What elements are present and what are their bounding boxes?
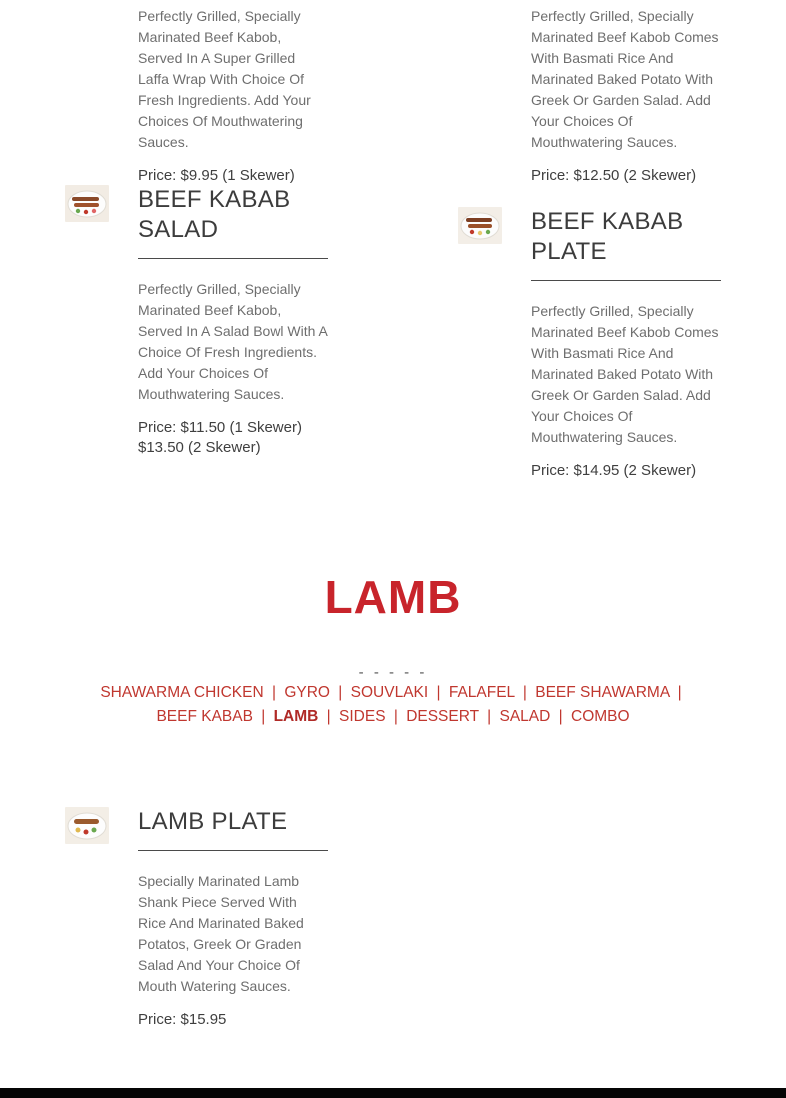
item-description: Perfectly Grilled, Specially Marinated Beef Kabob Comes With Basmati Rice And Marinated Baked Potato With Greek Or Garden Salad. Add Your Choices Of Mouthwatering Sauces. bbox=[531, 303, 719, 445]
category-nav bbox=[0, 681, 786, 729]
nav-link-sides[interactable]: SIDES bbox=[339, 708, 386, 725]
menu-item-beef-kabab-laffa-partial bbox=[138, 6, 328, 186]
category-divider: - - - - - bbox=[358, 664, 428, 681]
item-title: BEEF KABAB SALAD bbox=[138, 185, 328, 259]
item-description: Perfectly Grilled, Specially Marinated Beef Kabob, Served In A Super Grilled Laffa Wrap With Choice Of Fresh Ingredients. Add Your Choices Of Mouthwatering Sauces. bbox=[138, 8, 311, 150]
nav-link-combo[interactable]: COMBO bbox=[571, 708, 630, 725]
nav-separator: | bbox=[522, 684, 527, 701]
nav-link-souvlaki[interactable]: SOUVLAKI bbox=[350, 684, 429, 701]
nav-separator: | bbox=[677, 684, 682, 701]
nav-link-falafel[interactable]: FALAFEL bbox=[448, 684, 515, 701]
nav-separator: | bbox=[487, 708, 492, 725]
item-price: Price: $15.95 bbox=[138, 1011, 227, 1028]
nav-link-lamb-active[interactable]: LAMB bbox=[273, 708, 319, 725]
item-price: Price: $9.95 (1 Skewer) bbox=[138, 167, 295, 184]
item-title: BEEF KABAB PLATE bbox=[531, 207, 721, 281]
nav-separator: | bbox=[558, 708, 563, 725]
item-description: Specially Marinated Lamb Shank Piece Served With Rice And Marinated Baked Potatos, Greek Or Graden Salad And Your Choice Of Mouth Watering Sauces. bbox=[138, 873, 304, 994]
nav-separator: | bbox=[338, 684, 343, 701]
nav-separator: | bbox=[436, 684, 441, 701]
item-title: LAMB PLATE bbox=[138, 807, 328, 851]
item-price: Price: $14.95 (2 Skewer) bbox=[531, 462, 697, 479]
lamb-plate-photo bbox=[65, 807, 109, 844]
menu-item-beef-kabab-plate bbox=[458, 207, 721, 481]
nav-link-beef-kabab[interactable]: BEEF KABAB bbox=[156, 708, 253, 725]
menu-item-lamb-plate bbox=[65, 807, 328, 1030]
beef-kabab-salad-photo bbox=[65, 185, 109, 222]
item-price bbox=[138, 418, 328, 458]
item-description: Perfectly Grilled, Specially Marinated Beef Kabob Comes With Basmati Rice And Marinated Baked Potato With Greek Or Garden Salad. Add Your Choices Of Mouthwatering Sauces. bbox=[531, 8, 719, 150]
menu-item-beef-kabab-plate-partial bbox=[531, 6, 721, 186]
footer-bar bbox=[0, 1088, 786, 1098]
item-price-line-1: Price: $11.50 (1 Skewer) bbox=[138, 419, 302, 436]
nav-link-dessert[interactable]: DESSERT bbox=[406, 708, 479, 725]
item-description: Perfectly Grilled, Specially Marinated Beef Kabob, Served In A Salad Bowl With A Choice Of Fresh Ingredients. Add Your Choices Of Mouthwatering Sauces. bbox=[138, 281, 328, 402]
nav-separator: | bbox=[271, 684, 277, 701]
item-price: Price: $12.50 (2 Skewer) bbox=[531, 167, 697, 184]
nav-separator: | bbox=[393, 708, 398, 725]
nav-link-salad[interactable]: SALAD bbox=[499, 708, 551, 725]
nav-separator: | bbox=[261, 708, 266, 725]
nav-link-shawarma-chicken[interactable]: SHAWARMA CHICKEN bbox=[100, 684, 264, 701]
item-price-line-2: $13.50 (2 Skewer) bbox=[138, 439, 261, 456]
nav-separator: | bbox=[326, 708, 331, 725]
nav-link-gyro[interactable]: GYRO bbox=[284, 684, 330, 701]
nav-link-beef-shawarma[interactable]: BEEF SHAWARMA bbox=[535, 684, 670, 701]
menu-item-beef-kabab-salad bbox=[65, 185, 328, 458]
category-title-lamb: LAMB bbox=[324, 571, 462, 623]
beef-kabab-plate-photo bbox=[458, 207, 502, 244]
